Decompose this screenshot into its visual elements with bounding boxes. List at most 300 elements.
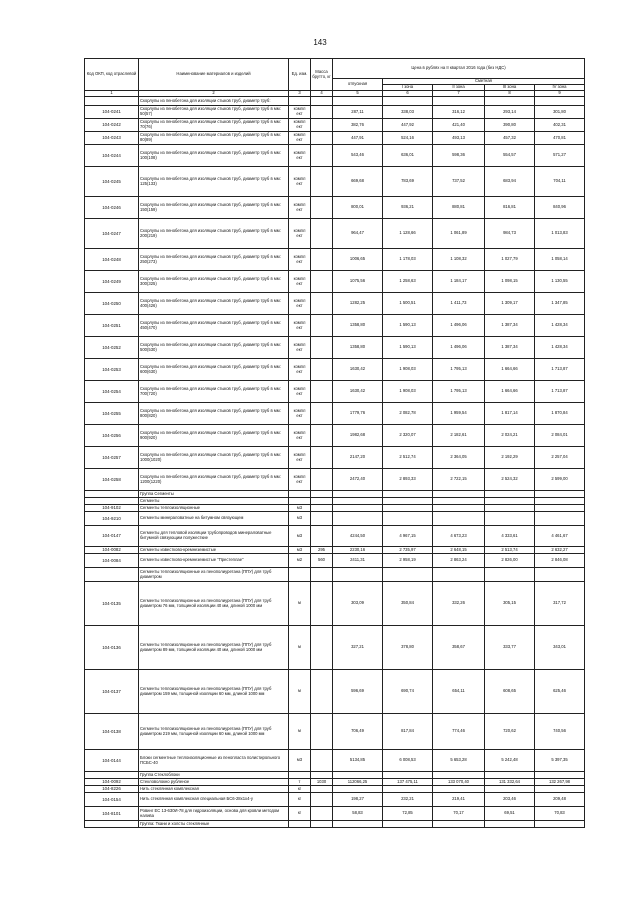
zone4-price: 571,27 bbox=[535, 145, 585, 167]
table-row bbox=[85, 381, 585, 403]
zone3-price: 1 309,17 bbox=[485, 293, 535, 315]
table-row bbox=[85, 97, 585, 106]
item-code bbox=[85, 772, 139, 779]
item-name: Сегменты теплоизоляционные из пенополиуретана (ППУ) для труб диаметром 89 мм, толщиной изоляции 40 мм, длиной 1000 мм bbox=[139, 626, 289, 670]
item-mass: 1030 bbox=[311, 779, 333, 786]
item-unit: кг bbox=[289, 807, 311, 821]
item-code: 104-0254 bbox=[85, 381, 139, 403]
zone2-price: 2 182,61 bbox=[433, 425, 485, 447]
item-code: 104-0092 bbox=[85, 779, 139, 786]
zone2-price bbox=[433, 512, 485, 526]
release-price: 112066,25 bbox=[333, 779, 383, 786]
item-mass bbox=[311, 505, 333, 512]
zone4-price bbox=[535, 786, 585, 793]
zone2-price: 358,67 bbox=[433, 626, 485, 670]
release-price bbox=[333, 786, 383, 793]
zone1-price: 636,01 bbox=[383, 145, 433, 167]
release-price: 2230,16 bbox=[333, 547, 383, 554]
item-mass bbox=[311, 793, 333, 807]
item-unit: компл ект bbox=[289, 337, 311, 359]
item-mass bbox=[311, 197, 333, 219]
item-unit: м bbox=[289, 714, 311, 750]
item-mass bbox=[311, 293, 333, 315]
item-mass: 560 bbox=[311, 554, 333, 568]
zone2-price: 1 795,13 bbox=[433, 381, 485, 403]
table-body bbox=[85, 97, 585, 828]
table-row bbox=[85, 219, 585, 249]
item-mass bbox=[311, 491, 333, 498]
release-price bbox=[333, 97, 383, 106]
release-price: 1358,80 bbox=[333, 337, 383, 359]
item-code: 104-0255 bbox=[85, 403, 139, 425]
item-name: Сегменты bbox=[139, 498, 289, 505]
item-mass: 295 bbox=[311, 547, 333, 554]
release-price: 1630,42 bbox=[333, 381, 383, 403]
item-unit: компл ект bbox=[289, 271, 311, 293]
table-row bbox=[85, 197, 585, 219]
zone4-price: 2 599,00 bbox=[535, 469, 585, 491]
column-number: 6 bbox=[383, 91, 433, 97]
item-mass bbox=[311, 526, 333, 547]
zone4-price: 402,31 bbox=[535, 119, 585, 132]
zone1-price: 2 958,19 bbox=[383, 554, 433, 568]
zone2-price: 598,36 bbox=[433, 145, 485, 167]
estimate-price-header: Сметная bbox=[383, 79, 585, 85]
zone3-price: 1 817,14 bbox=[485, 403, 535, 425]
zone3-price: 293,14 bbox=[485, 106, 535, 119]
item-code: 104-0135 bbox=[85, 582, 139, 626]
zone3-price: 305,15 bbox=[485, 582, 535, 626]
item-unit: компл ект bbox=[289, 381, 311, 403]
zone3-price: 608,65 bbox=[485, 670, 535, 714]
zone3-price: 1 027,79 bbox=[485, 249, 535, 271]
zone1-price bbox=[383, 491, 433, 498]
table-row bbox=[85, 582, 585, 626]
item-name: Скорлупы из пенобетона для изоляции стыков труб, диаметр труб в мм: 125(133) bbox=[139, 167, 289, 197]
item-code bbox=[85, 821, 139, 828]
zone1-price: 1 128,66 bbox=[383, 219, 433, 249]
zone2-price bbox=[433, 491, 485, 498]
item-name: Блоки сегментные теплоизоляционные из пенопласта полистирольного ПСБС-40 bbox=[139, 750, 289, 772]
zone2-price: 2 648,15 bbox=[433, 547, 485, 554]
zone1-price: 137 475,11 bbox=[383, 779, 433, 786]
item-code: 104-0248 bbox=[85, 249, 139, 271]
item-name: Сегменты известково-кремнеземистые bbox=[139, 547, 289, 554]
zone4-price: 1 428,34 bbox=[535, 315, 585, 337]
release-price: 5134,85 bbox=[333, 750, 383, 772]
zone3-price: 683,94 bbox=[485, 167, 535, 197]
zone3-price bbox=[485, 491, 535, 498]
zone2-price: 421,40 bbox=[433, 119, 485, 132]
zone4-price: 5 397,35 bbox=[535, 750, 585, 772]
item-unit bbox=[289, 491, 311, 498]
table-row bbox=[85, 315, 585, 337]
zone1-price bbox=[383, 97, 433, 106]
item-mass bbox=[311, 106, 333, 119]
zone2-price: 2 364,05 bbox=[433, 447, 485, 469]
release-price: 1006,65 bbox=[333, 249, 383, 271]
table-row bbox=[85, 145, 585, 167]
release-price: 706,49 bbox=[333, 714, 383, 750]
zone1-price: 2 082,78 bbox=[383, 403, 433, 425]
zone1-price: 378,80 bbox=[383, 626, 433, 670]
item-mass bbox=[311, 626, 333, 670]
zone4-price: 343,01 bbox=[535, 626, 585, 670]
item-unit: т bbox=[289, 779, 311, 786]
item-code: 104-0258 bbox=[85, 469, 139, 491]
column-number: 1 bbox=[85, 91, 139, 97]
item-unit: м bbox=[289, 626, 311, 670]
item-code: 104-0082 bbox=[85, 547, 139, 554]
zone1-price: 232,21 bbox=[383, 793, 433, 807]
item-unit bbox=[289, 821, 311, 828]
item-name: Ровинг ЕС 13-630И-78 для гидроизоляции, основа для кровли методом налива bbox=[139, 807, 289, 821]
item-code: 104-8101 bbox=[85, 807, 139, 821]
item-code: 104-0154 bbox=[85, 793, 139, 807]
zone1-price bbox=[383, 498, 433, 505]
release-price: 596,69 bbox=[333, 670, 383, 714]
table-row bbox=[85, 779, 585, 786]
item-unit: компл ект bbox=[289, 219, 311, 249]
zone2-price: 5 653,28 bbox=[433, 750, 485, 772]
zone2-price bbox=[433, 568, 485, 582]
zone3-price bbox=[485, 786, 535, 793]
column-number: 8 bbox=[485, 91, 535, 97]
release-price bbox=[333, 568, 383, 582]
item-code: 104-0246 bbox=[85, 197, 139, 219]
table-row bbox=[85, 554, 585, 568]
item-name: Скорлупы из пенобетона для изоляции стыков труб, диаметр труб в мм: 50(57) bbox=[139, 106, 289, 119]
table-row bbox=[85, 106, 585, 119]
zone4-price: 2 084,01 bbox=[535, 425, 585, 447]
price-table bbox=[84, 58, 585, 828]
zone4-price bbox=[535, 512, 585, 526]
table-row bbox=[85, 491, 585, 498]
table-row bbox=[85, 337, 585, 359]
zone4-price: 70,83 bbox=[535, 807, 585, 821]
table-row bbox=[85, 807, 585, 821]
zone2-price: 4 673,23 bbox=[433, 526, 485, 547]
zone1-price bbox=[383, 512, 433, 526]
item-code: 104-8226 bbox=[85, 786, 139, 793]
item-unit: компл ект bbox=[289, 469, 311, 491]
zone1-price bbox=[383, 505, 433, 512]
zone4-price: 301,80 bbox=[535, 106, 585, 119]
column-number: 2 bbox=[139, 91, 289, 97]
zone2-price: 774,46 bbox=[433, 714, 485, 750]
zone4-price bbox=[535, 772, 585, 779]
zone2-price: 1 959,54 bbox=[433, 403, 485, 425]
zone1-price: 2 893,33 bbox=[383, 469, 433, 491]
column-number: 3 bbox=[289, 91, 311, 97]
zone3-price: 2 192,29 bbox=[485, 447, 535, 469]
release-price: 1075,56 bbox=[333, 271, 383, 293]
zone1-price: 447,92 bbox=[383, 119, 433, 132]
table-row bbox=[85, 750, 585, 772]
zone4-price: 4 461,67 bbox=[535, 526, 585, 547]
item-code: 104-0252 bbox=[85, 337, 139, 359]
item-code: 104-0144 bbox=[85, 750, 139, 772]
table-row bbox=[85, 447, 585, 469]
item-name: Сегменты теплоизоляционные из пенополиуретана (ППУ) для труб диаметром 159 мм, толщиной изоляции 60 мм, длиной 1000 мм bbox=[139, 670, 289, 714]
zone1-price: 1 500,51 bbox=[383, 293, 433, 315]
zone2-price: 70,17 bbox=[433, 807, 485, 821]
zone4-price: 132 267,98 bbox=[535, 779, 585, 786]
item-name: Группа Стеклоблоки bbox=[139, 772, 289, 779]
zone2-price: 1 184,17 bbox=[433, 271, 485, 293]
item-name: Стекловолокно рубленое bbox=[139, 779, 289, 786]
zone4-price: 704,11 bbox=[535, 167, 585, 197]
item-unit: м3 bbox=[289, 526, 311, 547]
zone1-price: 817,84 bbox=[383, 714, 433, 750]
page-number: 143 bbox=[313, 38, 327, 47]
zone4-price bbox=[535, 568, 585, 582]
zone1-price: 2 512,74 bbox=[383, 447, 433, 469]
zone1-price: 1 178,03 bbox=[383, 249, 433, 271]
zone2-price: 493,13 bbox=[433, 132, 485, 145]
release-price: 1982,68 bbox=[333, 425, 383, 447]
release-price bbox=[333, 512, 383, 526]
release-price: 543,46 bbox=[333, 145, 383, 167]
item-code bbox=[85, 498, 139, 505]
zone3-price bbox=[485, 568, 535, 582]
item-code: 104-0242 bbox=[85, 119, 139, 132]
item-name: Скорлупы из пенобетона для изоляции стыков труб, диаметр труб в мм: 700(720) bbox=[139, 381, 289, 403]
item-mass bbox=[311, 568, 333, 582]
release-price: 1282,25 bbox=[333, 293, 383, 315]
zone3-price: 5 242,48 bbox=[485, 750, 535, 772]
item-name: Скорлупы из пенобетона для изоляции стыков труб, диаметр труб в мм: 800(820) bbox=[139, 403, 289, 425]
zone3-price bbox=[485, 821, 535, 828]
zone2-price bbox=[433, 786, 485, 793]
item-code bbox=[85, 97, 139, 106]
zone4-price: 317,72 bbox=[535, 582, 585, 626]
item-unit: компл ект bbox=[289, 167, 311, 197]
item-mass bbox=[311, 425, 333, 447]
zone1-price: 350,84 bbox=[383, 582, 433, 626]
zone1-price: 72,85 bbox=[383, 807, 433, 821]
item-code: 104-0138 bbox=[85, 714, 139, 750]
zone3-price bbox=[485, 512, 535, 526]
zone1-price bbox=[383, 786, 433, 793]
zone3-price: 4 333,61 bbox=[485, 526, 535, 547]
item-mass bbox=[311, 512, 333, 526]
zone2-price bbox=[433, 821, 485, 828]
item-unit bbox=[289, 568, 311, 582]
table-row bbox=[85, 132, 585, 145]
item-unit: компл ект bbox=[289, 249, 311, 271]
zone2-price: 737,52 bbox=[433, 167, 485, 197]
item-unit: м3 bbox=[289, 750, 311, 772]
item-mass bbox=[311, 97, 333, 106]
zone4-price: 1 058,14 bbox=[535, 249, 585, 271]
release-price: 2472,40 bbox=[333, 469, 383, 491]
item-mass bbox=[311, 786, 333, 793]
zone1-price: 338,03 bbox=[383, 106, 433, 119]
item-name: Сегменты минераловатные на битумном связующем bbox=[139, 512, 289, 526]
item-mass bbox=[311, 359, 333, 381]
table-row bbox=[85, 772, 585, 779]
item-unit: м3 bbox=[289, 547, 311, 554]
release-price: 2411,31 bbox=[333, 554, 383, 568]
zone4-price: 1 013,83 bbox=[535, 219, 585, 249]
item-unit: компл ект bbox=[289, 359, 311, 381]
zone1-price: 2 735,97 bbox=[383, 547, 433, 554]
release-price: 1630,42 bbox=[333, 359, 383, 381]
zone4-price: 2 632,27 bbox=[535, 547, 585, 554]
zone2-price bbox=[433, 498, 485, 505]
item-mass bbox=[311, 145, 333, 167]
table-row bbox=[85, 670, 585, 714]
item-unit: м bbox=[289, 670, 311, 714]
zone2-price: 1 496,06 bbox=[433, 337, 485, 359]
zone2-price bbox=[433, 772, 485, 779]
zone1-price: 6 008,53 bbox=[383, 750, 433, 772]
table-row bbox=[85, 359, 585, 381]
item-code: 104-0137 bbox=[85, 670, 139, 714]
zone4-price bbox=[535, 505, 585, 512]
release-price: 669,68 bbox=[333, 167, 383, 197]
zone1-price: 4 967,15 bbox=[383, 526, 433, 547]
item-code: 104-9102 bbox=[85, 505, 139, 512]
column-number: 4 bbox=[311, 91, 333, 97]
unit-header: Ед. изм. bbox=[289, 59, 311, 91]
table-row bbox=[85, 568, 585, 582]
item-unit: компл ект bbox=[289, 197, 311, 219]
item-mass bbox=[311, 132, 333, 145]
item-unit: компл ект bbox=[289, 403, 311, 425]
item-code: 104-0247 bbox=[85, 219, 139, 249]
zone3-price: 2 826,00 bbox=[485, 554, 535, 568]
item-unit bbox=[289, 772, 311, 779]
zone3-price bbox=[485, 97, 535, 106]
zone3-price: 2 024,21 bbox=[485, 425, 535, 447]
release-price: 198,27 bbox=[333, 793, 383, 807]
table-row bbox=[85, 167, 585, 197]
zone4-price: 2 846,08 bbox=[535, 554, 585, 568]
item-unit: компл ект bbox=[289, 447, 311, 469]
zone1-price: 2 320,07 bbox=[383, 425, 433, 447]
zone3-price: 2 524,32 bbox=[485, 469, 535, 491]
name-header: Наименование материалов и изделий bbox=[139, 59, 289, 91]
item-mass bbox=[311, 337, 333, 359]
item-name: Скорлупы из пенобетона для изоляции стыков труб, диаметр труб в мм: 200(219) bbox=[139, 219, 289, 249]
column-number: 7 bbox=[433, 91, 485, 97]
item-name: Сегменты теплоизоляционные из пенополиуретана (ППУ) для труб диаметром 76 мм, толщиной изоляции 40 мм, длиной 1000 мм bbox=[139, 582, 289, 626]
zone3-price: 1 664,66 bbox=[485, 359, 535, 381]
table-row bbox=[85, 821, 585, 828]
item-code bbox=[85, 491, 139, 498]
zone3-price: 2 513,74 bbox=[485, 547, 535, 554]
zone3-price: 554,57 bbox=[485, 145, 535, 167]
zone4-price: 840,96 bbox=[535, 197, 585, 219]
zone3-price: 203,46 bbox=[485, 793, 535, 807]
zone3-header: III зона bbox=[485, 85, 535, 91]
item-code: 104-0245 bbox=[85, 167, 139, 197]
zone1-price: 1 590,13 bbox=[383, 337, 433, 359]
column-number: 9 bbox=[535, 91, 585, 97]
release-price bbox=[333, 505, 383, 512]
zone4-price: 2 257,04 bbox=[535, 447, 585, 469]
release-price: 287,11 bbox=[333, 106, 383, 119]
item-name: Группа: Ткани и холсты стеклянные bbox=[139, 821, 289, 828]
item-mass bbox=[311, 670, 333, 714]
zone1-header: I зона bbox=[383, 85, 433, 91]
release-price bbox=[333, 491, 383, 498]
item-code: 104-0251 bbox=[85, 315, 139, 337]
table-row bbox=[85, 469, 585, 491]
zone2-price: 880,81 bbox=[433, 197, 485, 219]
zone3-price: 69,51 bbox=[485, 807, 535, 821]
column-number: 5 bbox=[333, 91, 383, 97]
table-row bbox=[85, 714, 585, 750]
zone3-price: 1 387,34 bbox=[485, 315, 535, 337]
item-unit: компл ект bbox=[289, 425, 311, 447]
item-unit: компл ект bbox=[289, 132, 311, 145]
zone4-price: 740,56 bbox=[535, 714, 585, 750]
zone4-price: 1 713,87 bbox=[535, 359, 585, 381]
item-mass bbox=[311, 807, 333, 821]
zone1-price bbox=[383, 772, 433, 779]
zone2-price: 1 061,89 bbox=[433, 219, 485, 249]
item-code: 104-0084 bbox=[85, 554, 139, 568]
item-mass bbox=[311, 119, 333, 132]
item-mass bbox=[311, 469, 333, 491]
zone4-price bbox=[535, 97, 585, 106]
item-mass bbox=[311, 381, 333, 403]
zone3-price bbox=[485, 505, 535, 512]
table-row bbox=[85, 403, 585, 425]
zone2-price bbox=[433, 97, 485, 106]
zone4-price: 1 347,85 bbox=[535, 293, 585, 315]
item-unit: кг bbox=[289, 786, 311, 793]
zone4-price bbox=[535, 821, 585, 828]
item-mass bbox=[311, 271, 333, 293]
item-unit: кг bbox=[289, 793, 311, 807]
item-name: Нить стеклянная комплексная специальная БС6-28х1х4-у bbox=[139, 793, 289, 807]
item-mass bbox=[311, 821, 333, 828]
item-unit: м2 bbox=[289, 554, 311, 568]
zone2-price: 1 496,06 bbox=[433, 315, 485, 337]
item-mass bbox=[311, 582, 333, 626]
zone3-price: 984,73 bbox=[485, 219, 535, 249]
item-unit: компл ект bbox=[289, 293, 311, 315]
zone3-price: 131 332,64 bbox=[485, 779, 535, 786]
item-code: 104-0244 bbox=[85, 145, 139, 167]
zone2-price bbox=[433, 505, 485, 512]
item-unit bbox=[289, 97, 311, 106]
item-code: 104-0249 bbox=[85, 271, 139, 293]
zone2-price: 1 411,73 bbox=[433, 293, 485, 315]
zone2-price: 2 863,24 bbox=[433, 554, 485, 568]
release-price: 382,76 bbox=[333, 119, 383, 132]
item-mass bbox=[311, 219, 333, 249]
table-row bbox=[85, 293, 585, 315]
item-name: Скорлупы из пенобетона для изоляции стыков труб, диаметр труб в мм: 250(273) bbox=[139, 249, 289, 271]
item-code: 104-0241 bbox=[85, 106, 139, 119]
item-name: Скорлупы из пенобетона для изоляции стыков труб, диаметр труб в мм: 1200(1220) bbox=[139, 469, 289, 491]
zone1-price: 783,69 bbox=[383, 167, 433, 197]
item-mass bbox=[311, 498, 333, 505]
table-row bbox=[85, 626, 585, 670]
item-mass bbox=[311, 772, 333, 779]
zone1-price: 524,16 bbox=[383, 132, 433, 145]
zone3-price bbox=[485, 498, 535, 505]
zone1-price: 1 908,03 bbox=[383, 359, 433, 381]
item-unit bbox=[289, 498, 311, 505]
item-code: 104-9210 bbox=[85, 512, 139, 526]
item-unit: компл ект bbox=[289, 119, 311, 132]
